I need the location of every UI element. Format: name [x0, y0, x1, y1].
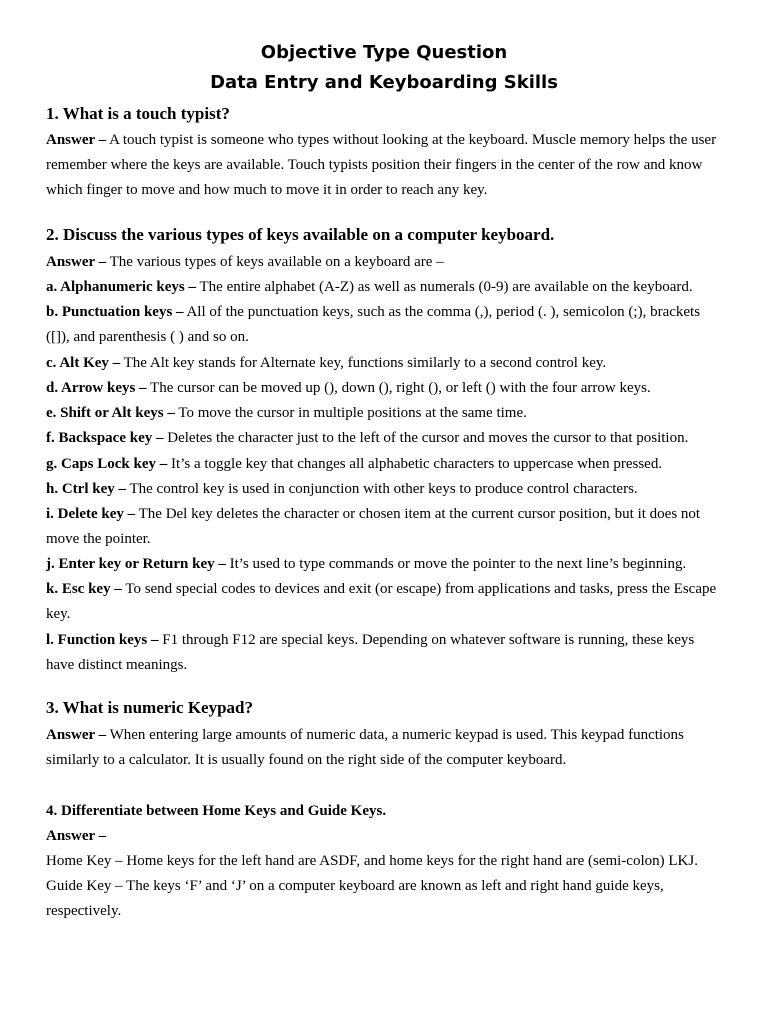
key-type-item [46, 401, 726, 426]
key-type-item [46, 300, 722, 350]
key-type-text: The control key is used in conjunction with other keys to produce control characters. [126, 481, 638, 497]
key-type-item [46, 628, 722, 678]
key-type-label: h. Ctrl key – [46, 481, 126, 497]
key-type-item [46, 351, 726, 376]
key-type-label: k. Esc key – [46, 581, 122, 597]
question-4-answer-label [46, 824, 726, 849]
key-type-item [46, 477, 726, 502]
answer-label: Answer – [46, 828, 107, 844]
question-3-answer [46, 723, 722, 773]
key-type-label: e. Shift or Alt keys – [46, 405, 175, 421]
key-type-text: It’s a toggle key that changes all alphabetic characters to uppercase when pressed. [167, 456, 663, 472]
key-type-item [46, 577, 722, 627]
key-type-text: F1 through F12 are special keys. Depending on whatever software is running, these keys have distinct meanings. [46, 632, 695, 674]
key-type-item [46, 376, 726, 401]
key-type-text: To send special codes to devices and exit (or escape) from applications and tasks, press the Escape key. [46, 581, 717, 623]
key-type-text: The Del key deletes the character or chosen item at the current cursor position, but it does not move the pointer. [46, 506, 701, 548]
answer-text: A touch typist is someone who types without looking at the keyboard. Muscle memory helps the user remember where the keys are available. Touch typists position their fingers in the center of the row and know which finger to move and how much to move it in order to reach any key. [46, 132, 717, 199]
key-type-label: a. Alphanumeric keys – [46, 279, 197, 295]
answer-label: Answer – [46, 132, 107, 148]
key-type-text: Deletes the character just to the left of the cursor and moves the cursor to that position. [163, 430, 689, 446]
answer-text: The various types of keys available on a keyboard are – [106, 254, 444, 270]
question-4-heading: 4. Differentiate between Home Keys and Guide Keys. [46, 803, 387, 819]
key-type-label: b. Punctuation keys – [46, 304, 184, 320]
key-type-label: g. Caps Lock key – [46, 456, 168, 472]
key-type-label: f. Backspace key – [46, 430, 164, 446]
answer-label: Answer – [46, 254, 107, 270]
key-type-text: To move the cursor in multiple positions at the same time. [174, 405, 527, 421]
key-type-text: All of the punctuation keys, such as the comma (,), period (. ), semicolon (;), brackets ([]), and parenthesis ( ) and so on. [46, 304, 701, 346]
document-title: Objective Type Question [260, 42, 508, 63]
key-type-item [46, 426, 726, 451]
guide-key-definition: Guide Key – The keys ‘F’ and ‘J’ on a computer keyboard are known as left and right hand guide keys, respectively. [46, 878, 664, 920]
document-subtitle: Data Entry and Keyboarding Skills [210, 72, 558, 93]
key-type-label: i. Delete key – [46, 506, 136, 522]
key-type-text: The entire alphabet (A-Z) as well as numerals (0-9) are available on the keyboard. [196, 279, 693, 295]
key-type-item [46, 502, 722, 552]
home-key-definition: Home Key – Home keys for the left hand are ASDF, and home keys for the right hand are (semi-colon) LKJ. [46, 853, 698, 869]
question-1-heading: 1. What is a touch typist? [46, 104, 230, 123]
key-type-text: The Alt key stands for Alternate key, functions similarly to a second control key. [120, 355, 607, 371]
key-type-label: j. Enter key or Return key – [46, 556, 226, 572]
key-type-item [46, 552, 726, 577]
answer-text: When entering large amounts of numeric data, a numeric keypad is used. This keypad functions similarly to a calculator. It is usually found on the right side of the computer keyboard. [46, 727, 684, 769]
key-type-label: l. Function keys – [46, 632, 159, 648]
key-type-item [46, 452, 726, 477]
key-type-text: The cursor can be moved up (), down (), right (), or left () with the four arrow keys. [146, 380, 651, 396]
question-2-heading: 2. Discuss the various types of keys available on a computer keyboard. [46, 225, 555, 244]
key-type-label: c. Alt Key – [46, 355, 121, 371]
question-1-answer [46, 128, 722, 204]
key-type-item [46, 275, 726, 300]
key-type-text: It’s used to type commands or move the pointer to the next line’s beginning. [225, 556, 687, 572]
question-2-answer-intro [46, 250, 726, 275]
question-3-heading: 3. What is numeric Keypad? [46, 698, 254, 717]
answer-label: Answer – [46, 727, 107, 743]
key-type-label: d. Arrow keys – [46, 380, 147, 396]
